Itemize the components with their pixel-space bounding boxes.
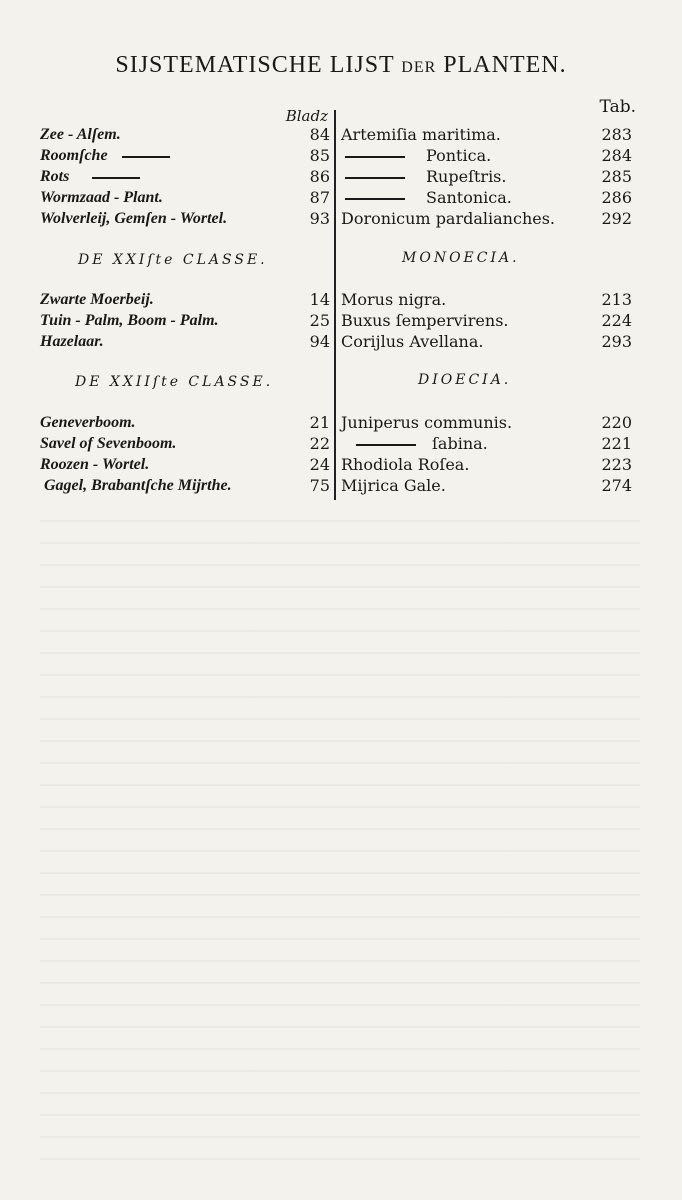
latin-ditto-dash [345, 177, 405, 179]
dutch-name: Zee - Alſem. [40, 126, 121, 143]
tab-number: 224 [601, 311, 632, 330]
tab-number: 274 [601, 476, 632, 495]
tab-number: 283 [601, 125, 632, 144]
bladz-number: 84 [309, 125, 330, 144]
tab-number: 284 [601, 146, 632, 165]
bladz-number: 24 [309, 455, 330, 474]
column-divider [334, 110, 336, 500]
dutch-name: Wolverleij, Gemſen - Wortel. [40, 210, 228, 227]
latin-name: Pontica. [426, 146, 492, 165]
latin-name: Juniperus communis. [341, 413, 513, 432]
dutch-ditto-dash [92, 177, 140, 179]
tab-number: 293 [601, 332, 632, 351]
dutch-name: Tuin - Palm, Boom - Palm. [40, 312, 219, 329]
dutch-name: Savel of Sevenboom. [40, 435, 177, 452]
dutch-ditto-dash [122, 156, 170, 158]
bladz-column-header: Bladz [285, 107, 328, 125]
tab-number: 292 [601, 209, 632, 228]
latin-name: Rhodiola Roſea. [341, 455, 470, 474]
bladz-number: 25 [309, 311, 330, 330]
bladz-number: 75 [309, 476, 330, 495]
dutch-name: Roomſche [40, 147, 108, 164]
bladz-number: 21 [309, 413, 330, 432]
title-part-1: SIJSTEMATISCHE LIJST [115, 52, 395, 78]
bladz-number: 87 [309, 188, 330, 207]
latin-name: Santonica. [426, 188, 512, 207]
tab-number: 223 [601, 455, 632, 474]
class-heading-latin: DIOECIA. [418, 372, 512, 388]
latin-ditto-dash [356, 444, 416, 446]
latin-ditto-dash [345, 156, 405, 158]
tab-number: 285 [601, 167, 632, 186]
tab-number: 213 [601, 290, 632, 309]
tab-column-header: Tab. [599, 97, 636, 117]
bladz-number: 94 [309, 332, 330, 351]
dutch-name: Rots [40, 168, 70, 185]
title-part-2: DER [401, 59, 437, 76]
latin-name: Doronicum pardalianches. [341, 209, 556, 228]
bladz-number: 86 [309, 167, 330, 186]
latin-name: Rupeſtris. [426, 167, 507, 186]
dutch-name: Roozen - Wortel. [40, 456, 150, 473]
tab-number: 220 [601, 413, 632, 432]
latin-ditto-dash [345, 198, 405, 200]
class-heading-latin: MONOECIA. [402, 250, 520, 266]
title-part-3: PLANTEN. [443, 52, 567, 78]
dutch-name: Gagel, Brabantſche Mijrthe. [44, 477, 232, 494]
bladz-number: 85 [309, 146, 330, 165]
show-through-text [40, 520, 640, 1160]
dutch-name: Geneverboom. [40, 414, 136, 431]
latin-name: ſabina. [432, 434, 488, 453]
latin-name: Corijlus Avellana. [341, 332, 484, 351]
latin-name: Buxus ſempervirens. [341, 311, 509, 330]
class-heading: DE XXIIſte CLASSE. [75, 374, 274, 390]
dutch-name: Zwarte Moerbeij. [40, 291, 154, 308]
latin-name: Morus nigra. [341, 290, 447, 309]
dutch-name: Hazelaar. [40, 333, 104, 350]
latin-name: Artemiſia maritima. [341, 125, 501, 144]
bladz-number: 22 [309, 434, 330, 453]
tab-number: 221 [601, 434, 632, 453]
latin-name: Mijrica Gale. [341, 476, 446, 495]
bladz-number: 93 [309, 209, 330, 228]
bladz-number: 14 [309, 290, 330, 309]
dutch-name: Wormzaad - Plant. [40, 189, 163, 206]
page-title [0, 52, 682, 79]
class-heading: DE XXIſte CLASSE. [78, 252, 268, 268]
tab-number: 286 [601, 188, 632, 207]
